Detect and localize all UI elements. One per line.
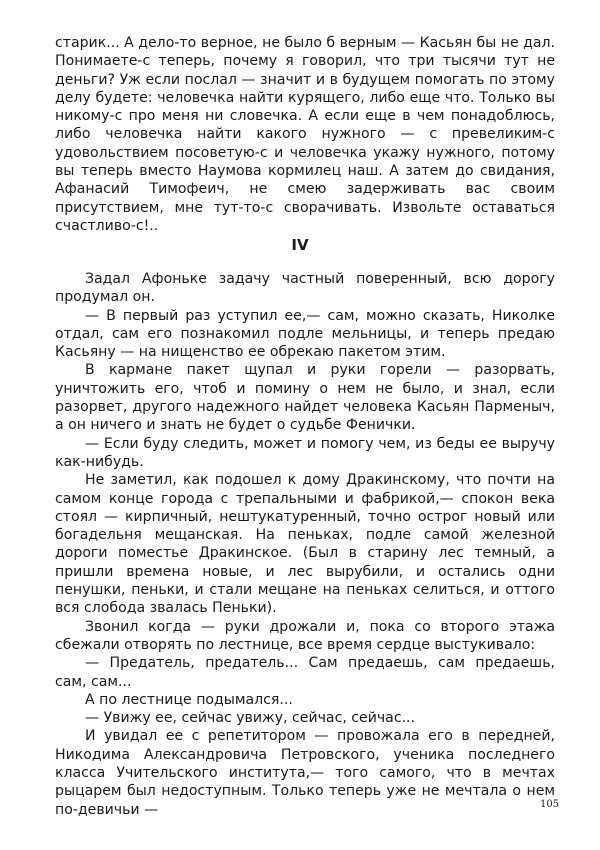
intro-text [55, 34, 555, 235]
intro-paragraph: старик... А дело-то верное, не было б верным — Касьян бы не дал. Понимаете-с теперь, почему я говорил, что три тысячи тут не деньги? Уж если послал — значит и в будущем помогать по этому делу будете: человечка найти курящего, либо еще что. Только вы никому-с про меня ни словечка. А если еще в чем понадоблюсь, либо человечка найти какого нужного — с превеликим-с удовольствием посоветую-с и человечка укажу нужного, потому вы теперь вместо Наумова кормилец наш. А затем до свидания, Афанасий Тимофеич, не смею задерживать вас своим присутствием, мне тут-то-с сворачивать. Извольте оставаться счастливо-с!.. [55, 35, 555, 234]
paragraph: И увидал ее с репетитором — провожала его в передней, Никодима Александровича Петровского, ученика последнего класса Учительского института,— того самого, что в мечтах рыцарем был недоступным. Только теперь уже не мечтала о нем по-девичьи — [55, 728, 555, 818]
paragraph: — В первый раз уступил ее,— сам, можно сказать, Николке отдал, сам его познакомил подле мельницы, и теперь предаю Касьяну — на нищенство ее обрекаю пакетом этим. [55, 307, 555, 361]
paragraph: — Предатель, предатель... Сам предаешь, сам предаешь, сам, сам... [55, 655, 555, 690]
paragraph: А по лестнице подымался... [85, 691, 293, 708]
paragraph: Задал Афоньке задачу частный поверенный, всю дорогу продумал он. [55, 271, 555, 306]
chapter-heading: IV [291, 236, 309, 254]
paragraph: — Увижу ее, сейчас увижу, сейчас, сейчас... [85, 710, 416, 727]
chapter-body [55, 270, 555, 819]
paragraph: — Если буду следить, может и помогу чем, из беды ее выручу как-нибудь. [55, 435, 555, 470]
paragraph: Звонил когда — руки дрожали и, пока со второго этажа сбежали отворять по лестнице, все время сердце выстукивало: [55, 618, 555, 653]
paragraph: В кармане пакет щупал и руки горели — разорвать, уничтожить его, чтоб и помину о нем не было, и знал, если разорвет, другого надежного найдет человека Касьян Парменыч, а он ничего и знать не будет о судьбе Фенички. [55, 362, 555, 434]
paragraph: Не заметил, как подошел к дому Дракинскому, что почти на самом конце города с трепальными и фабрикой,— спокон века стоял — кирпичный, нештукатуренный, точно острог новый или богадельня мещанская. На пеньках, подле самой железной дороги поместье Дракинское. (Был в старину лес темный, а пришли времена новые, и лес вырубили, и остались одни пенушки, пеньки, и стали мещане на пеньках селиться, и оттого вся слобода звалась Пеньки). [55, 472, 555, 617]
page-number: 105 [540, 799, 560, 810]
